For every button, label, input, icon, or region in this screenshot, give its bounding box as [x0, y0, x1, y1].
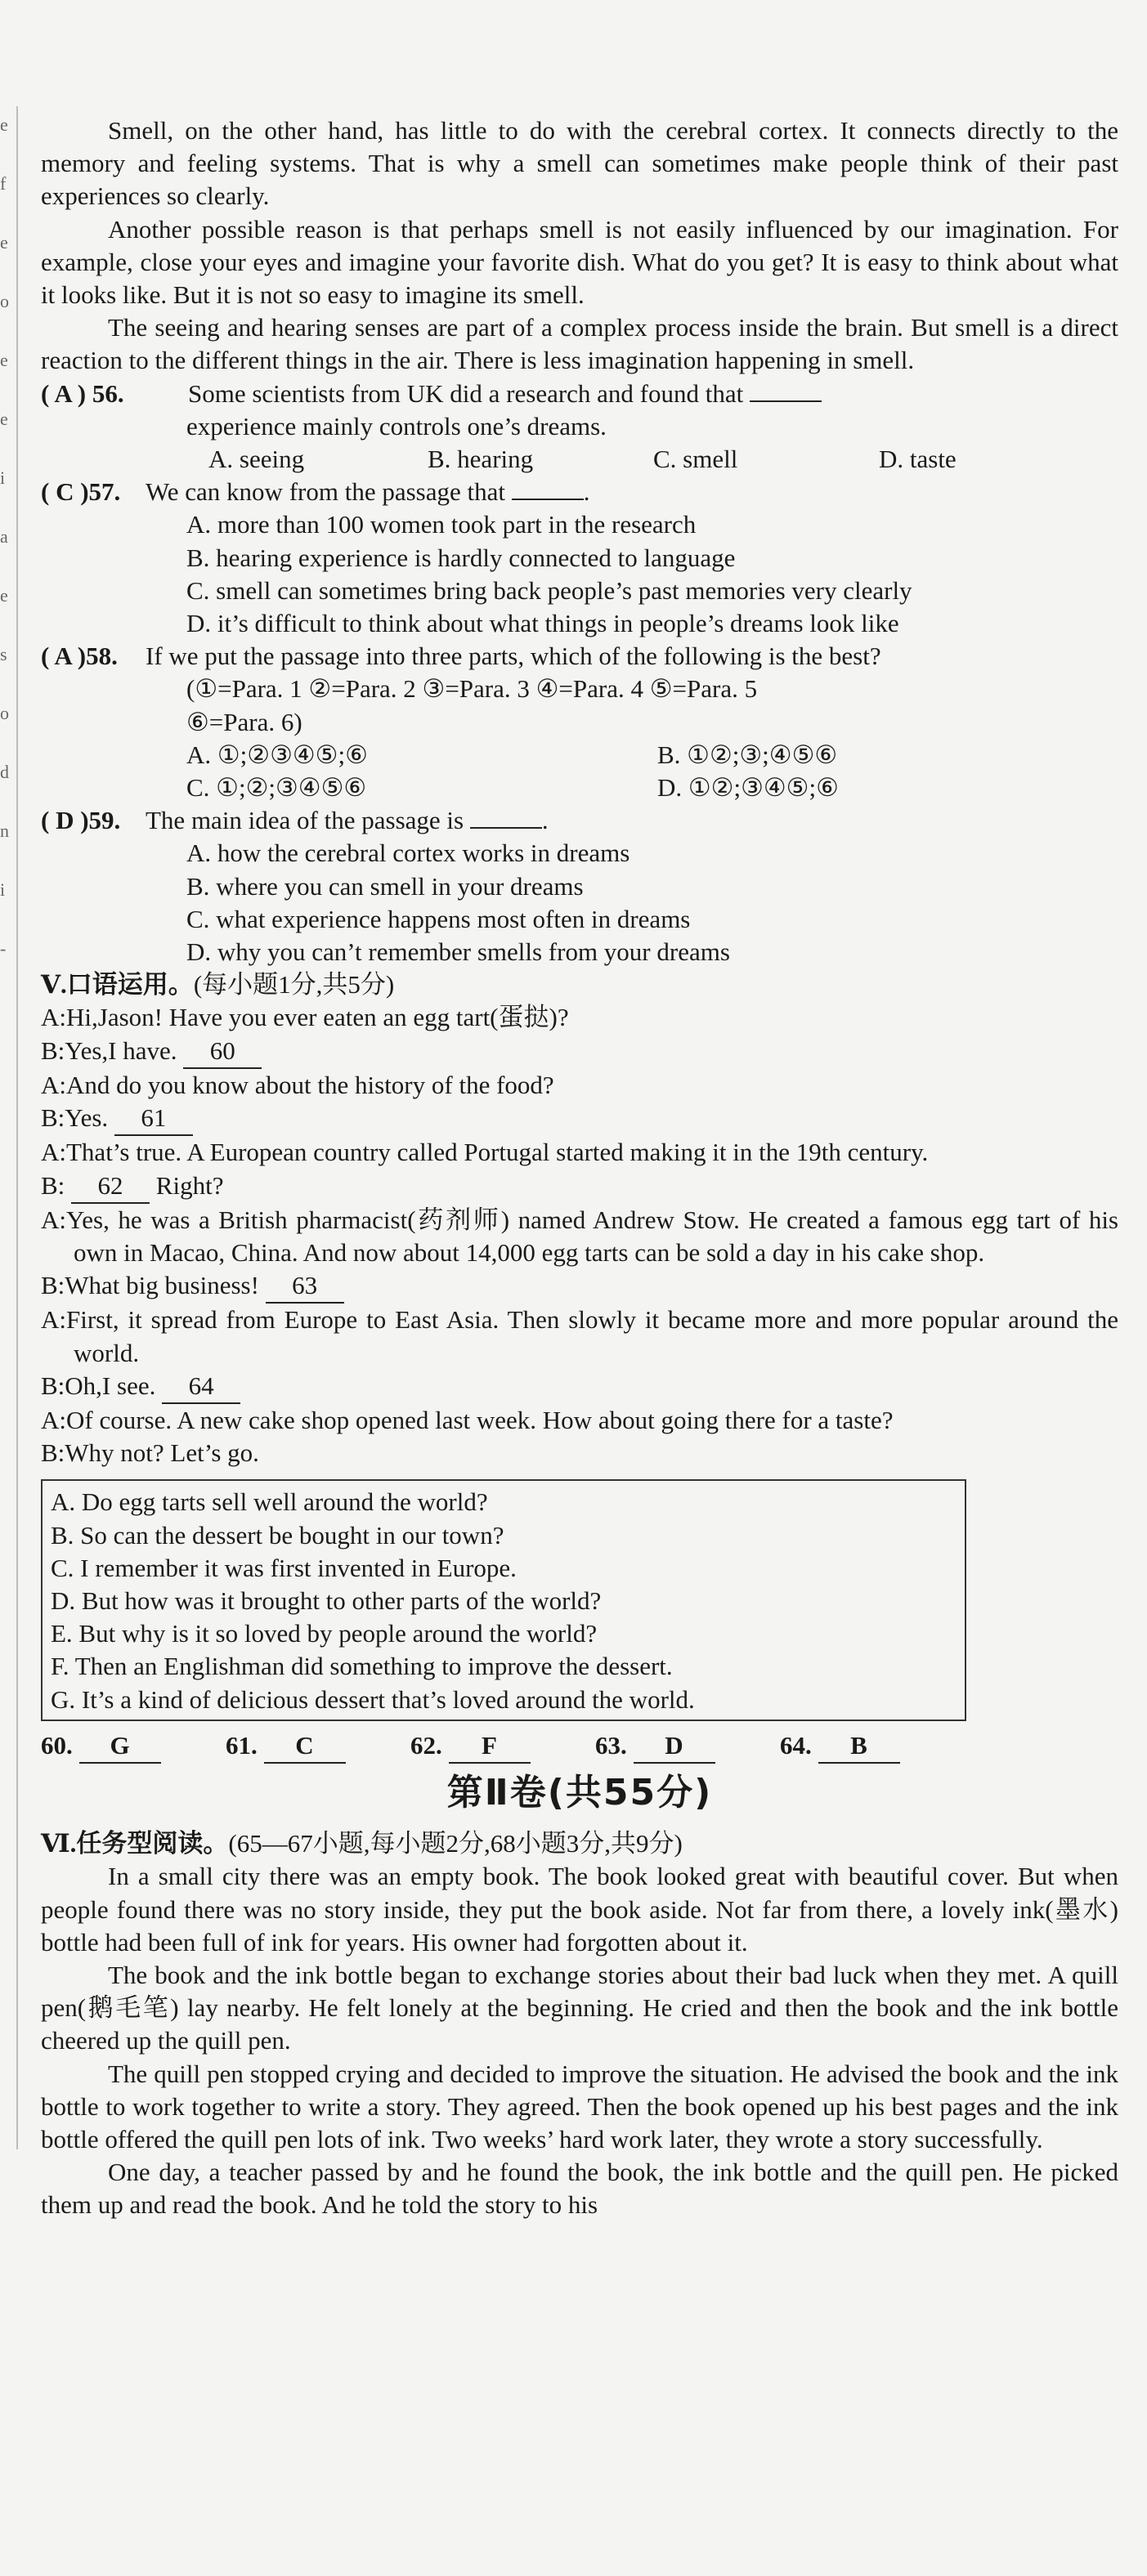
dialogue-blank: 62 — [71, 1169, 150, 1204]
margin-char: s — [0, 644, 7, 664]
margin-char: e — [0, 232, 8, 253]
story-paragraph: The quill pen stopped crying and decided to improve the situation. He advised the book and the ink bottle to work together to write a story. They agreed. Then the book opened up his best pages and the ink bottle offered the quill pen lots of ink. Two weeks’ hard work later, they wrote a story successfully. — [41, 2059, 1118, 2153]
question-stem: Some scientists from UK did a research and found that — [188, 378, 1118, 410]
options-58 — [41, 739, 1118, 804]
dialogue-line: A:Of course. A new cake shop opened last week. How about going there for a taste? — [41, 1405, 894, 1434]
question-stem: The main idea of the passage is . — [146, 806, 549, 835]
question-59 — [41, 804, 1118, 837]
option: A. how the cerebral cortex works in dreams — [186, 839, 630, 868]
answer-mark: ( D )59. — [41, 806, 121, 835]
answer-row — [41, 1729, 1118, 1764]
answer-item: 63. D — [595, 1729, 780, 1764]
dialogue-line: B:Oh,I see. 64 — [41, 1370, 1118, 1404]
margin-char: e — [0, 350, 8, 370]
passage-paragraph: Smell, on the other hand, has little to do with the cerebral cortex. It connects directly to the memory and feeling systems. That is why a smell can sometimes make people think of their past experiences so clearly. — [41, 116, 1118, 211]
margin-char: e — [0, 114, 8, 135]
answer-item: 60. G — [41, 1729, 226, 1764]
dialogue-line: A:And do you know about the history of the food? — [41, 1070, 554, 1099]
dialogue-line: A:Yes, he was a British pharmacist(药剂师) named Andrew Stow. He created a famous egg tart of his own in Macao, China. And now about 14,000 egg tarts can be sold a day in his cake shop. — [41, 1205, 1118, 1267]
dialogue-line: B: 62 Right? — [41, 1169, 1118, 1204]
question-stem: We can know from the passage that . — [146, 477, 590, 507]
answer-item: 61. C — [226, 1729, 410, 1764]
answer-item: 62. F — [410, 1729, 595, 1764]
dialogue-line: A:First, it spread from Europe to East Asia. Then slowly it became more and more popular around the world. — [41, 1305, 1118, 1367]
binding-margin-line — [16, 106, 18, 2149]
margin-char: o — [0, 703, 9, 723]
margin-char: e — [0, 409, 8, 429]
dialogue — [41, 1001, 1118, 1469]
dialogue-blank: 64 — [162, 1370, 240, 1404]
question-stem-continued: (①=Para. 1 ②=Para. 2 ③=Para. 3 ④=Para. 4 ⑤=Para. 5 — [186, 674, 758, 704]
story-paragraph: In a small city there was an empty book. The book looked great with beautiful cover. But when people found there was no story inside, they put the book aside. Not far from there, a lovely ink(墨水) bottle had been full of ink for years. His owner had forgotten about it. — [41, 1862, 1118, 1957]
options-box — [41, 1479, 966, 1720]
dialogue-line: B:Yes,I have. 60 — [41, 1035, 1118, 1069]
dialogue-line: B:Why not? Let’s go. — [41, 1438, 259, 1468]
answer-blank — [512, 477, 584, 500]
margin-char: i — [0, 879, 6, 900]
question-stem-continued: experience mainly controls one’s dreams. — [186, 411, 607, 441]
box-option: A. Do egg tarts sell well around the world? — [51, 1487, 488, 1517]
margin-char: n — [0, 821, 9, 841]
part-2-title: 第Ⅱ卷(共55分) — [446, 1771, 713, 1813]
box-option: G. It’s a kind of delicious dessert that’s loved around the world. — [51, 1684, 695, 1714]
question-56 — [41, 378, 1118, 410]
margin-char: - — [0, 938, 7, 959]
option: D. it’s difficult to think about what things in people’s dreams look like — [186, 609, 899, 638]
question-stem: If we put the passage into three parts, which of the following is the best? — [146, 642, 881, 671]
dialogue-line: B:What big business! 63 — [41, 1269, 1118, 1304]
option: C. what experience happens most often in dreams — [186, 904, 691, 933]
option: A. seeing — [208, 445, 305, 474]
question-58 — [41, 640, 1118, 673]
box-option: C. I remember it was first invented in Europe. — [51, 1553, 517, 1582]
margin-char: f — [0, 173, 7, 194]
answer-item: 64. B — [780, 1729, 965, 1764]
margin-char: d — [0, 762, 9, 782]
option: D. why you can’t remember smells from your dreams — [186, 937, 730, 967]
cut-off-margin-text — [0, 114, 11, 997]
answer-blank — [470, 806, 542, 829]
dialogue-line: A:Hi,Jason! Have you ever eaten an egg tart(蛋挞)? — [41, 1003, 569, 1032]
margin-char: o — [0, 291, 9, 311]
answer-mark: ( A )58. — [41, 642, 118, 671]
passage-paragraph: The seeing and hearing senses are part of a complex process inside the brain. But smell is a direct reaction to the different things in the air. There is less imagination happening in smell. — [41, 313, 1118, 375]
option: B. hearing experience is hardly connected to language — [186, 543, 736, 572]
question-57 — [41, 476, 1118, 508]
answer-mark: ( C )57. — [41, 477, 121, 507]
story-paragraph: The book and the ink bottle began to exchange stories about their bad luck when they met. A quill pen(鹅毛笔) lay nearby. He felt lonely at the beginning. He cried and then the book and the ink bottle cheered up the quill pen. — [41, 1960, 1118, 2055]
option: A. ①;②③④⑤;⑥ — [186, 740, 368, 769]
section-6-heading: Ⅵ.任务型阅读。(65—67小题,每小题2分,68小题3分,共9分) — [41, 1829, 683, 1858]
option: B. where you can smell in your dreams — [186, 871, 584, 901]
margin-char: a — [0, 526, 8, 547]
box-option: E. But why is it so loved by people around the world? — [51, 1619, 598, 1648]
option: D. ①②;③④⑤;⑥ — [657, 773, 839, 803]
passage-paragraph: Another possible reason is that perhaps smell is not easily influenced by our imagination. For example, close your eyes and imagine your favorite dish. What do you get? It is easy to think about what it looks like. But it is not so easy to imagine its smell. — [41, 214, 1118, 310]
option: A. more than 100 women took part in the research — [186, 510, 697, 539]
answer-mark: ( A ) 56. — [41, 378, 124, 408]
dialogue-line: A:That’s true. A European country called Portugal started making it in the 19th century. — [41, 1138, 929, 1167]
dialogue-blank: 60 — [183, 1035, 262, 1069]
box-option: B. So can the dessert be bought in our town? — [51, 1520, 504, 1550]
options-56 — [41, 443, 1118, 476]
option: C. smell can sometimes bring back people’s past memories very clearly — [186, 575, 912, 605]
option: B. ①②;③;④⑤⑥ — [657, 740, 838, 769]
story-paragraph: One day, a teacher passed by and he found the book, the ink bottle and the quill pen. He picked them up and read the book. And he told the story to his — [41, 2158, 1118, 2220]
option: B. hearing — [428, 445, 534, 474]
option: D. taste — [879, 445, 957, 474]
section-5-heading: Ⅴ.口语运用。(每小题1分,共5分) — [41, 970, 395, 1000]
dialogue-blank: 61 — [114, 1102, 193, 1136]
box-option: D. But how was it brought to other parts of the world? — [51, 1585, 602, 1615]
question-stem-continued: ⑥=Para. 6) — [186, 707, 302, 736]
margin-char: e — [0, 585, 8, 606]
option: C. ①;②;③④⑤⑥ — [186, 773, 367, 803]
page-content — [41, 114, 1118, 2222]
dialogue-blank: 63 — [266, 1269, 344, 1304]
option: C. smell — [653, 445, 738, 474]
dialogue-line: B:Yes. 61 — [41, 1102, 1118, 1136]
margin-char: i — [0, 467, 6, 488]
box-option: F. Then an Englishman did something to improve the dessert. — [51, 1652, 673, 1681]
answer-blank — [750, 379, 822, 402]
